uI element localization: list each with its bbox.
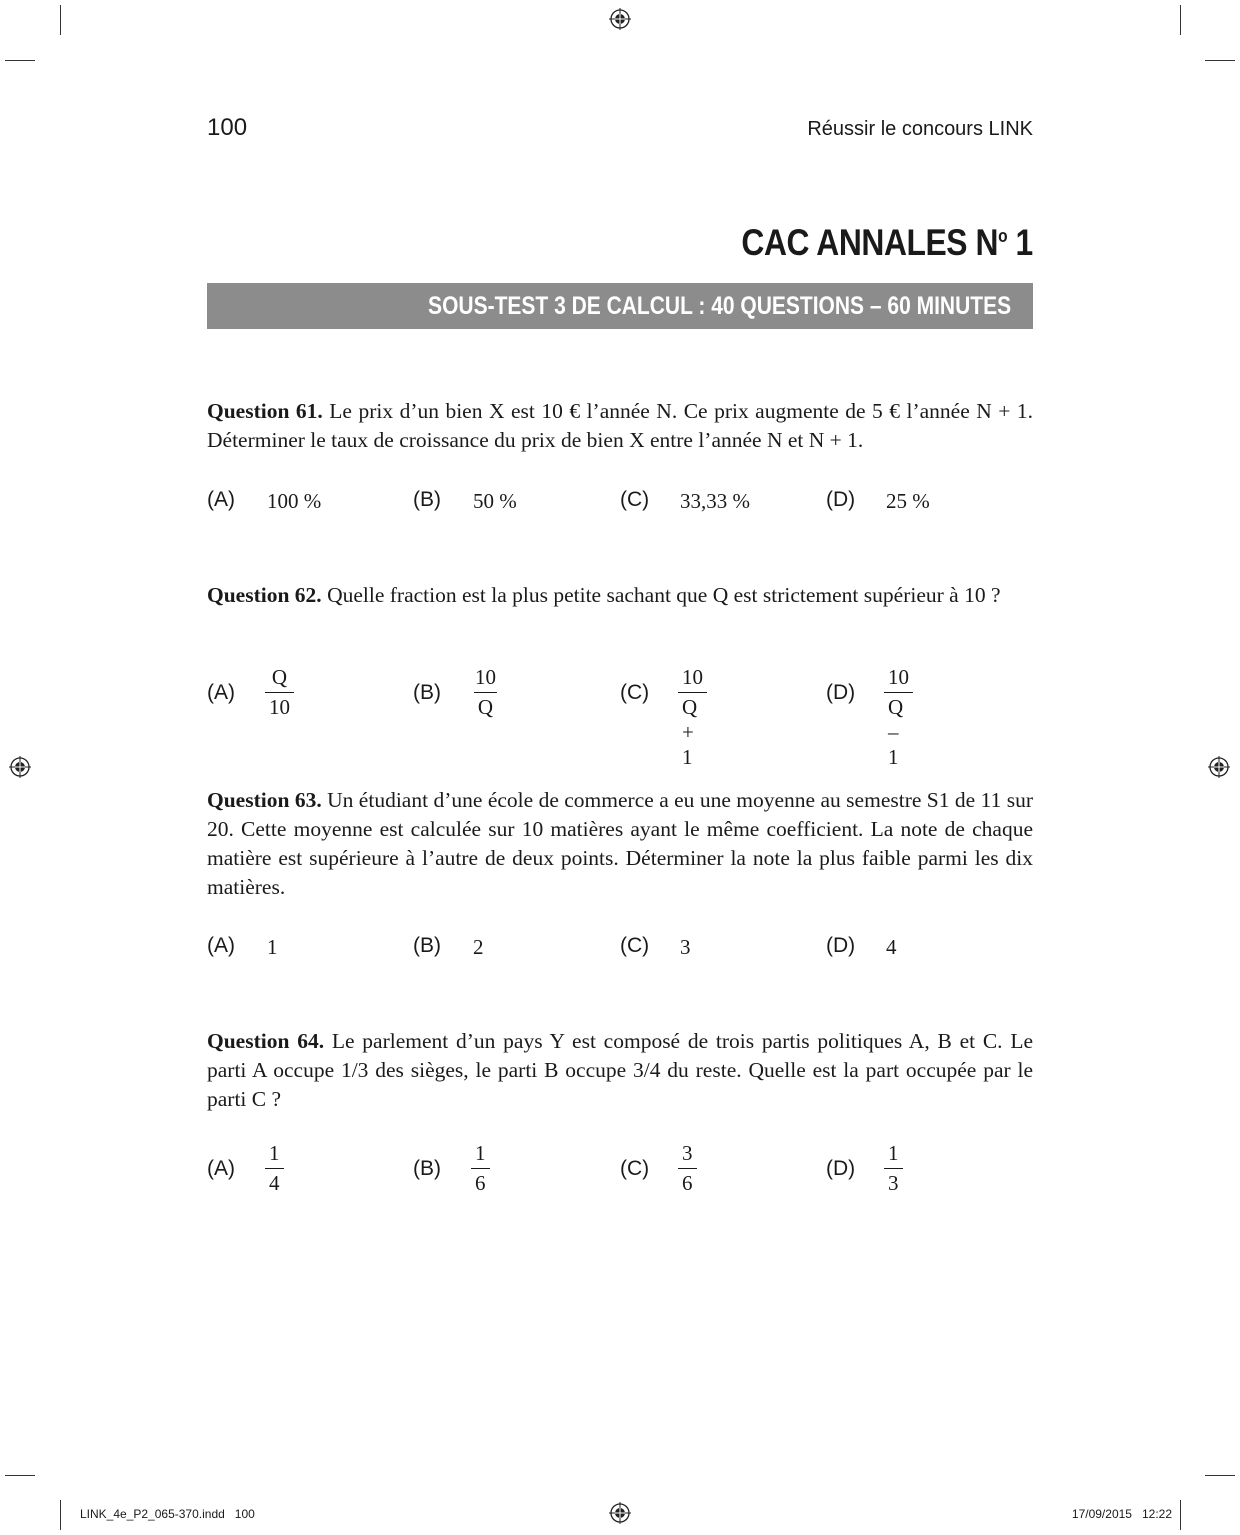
- fraction-numerator: 1: [475, 1141, 486, 1165]
- fraction: [471, 665, 500, 720]
- fraction-denominator: 6: [471, 1168, 490, 1196]
- answer-row-64: [207, 1141, 1033, 1201]
- running-head: Réussir le concours LINK: [807, 118, 1033, 140]
- answer-letter: (B): [413, 1157, 441, 1180]
- answer-letter: (C): [620, 1157, 650, 1180]
- fraction-denominator: 3: [884, 1168, 903, 1196]
- answer-value: 50 %: [473, 489, 517, 513]
- fraction: [884, 665, 913, 770]
- question-label: Question 62.: [207, 583, 322, 607]
- question-63: [207, 786, 1033, 902]
- question-text: Le parlement d’un pays Y est composé de trois partis politiques A, B et C. Le parti A occupe 1/3 des sièges, le parti B occupe 3/4 du reste. Quelle est la part occupée par le parti C ?: [207, 1029, 1033, 1111]
- answer-value: 4: [886, 935, 897, 959]
- fraction: [265, 1141, 284, 1196]
- question-text: Quelle fraction est la plus petite sachant que Q est strictement supérieur à 10 ?: [321, 583, 1001, 607]
- fraction-denominator: Q – 1: [884, 692, 913, 770]
- registration-mark-icon: [1208, 756, 1230, 778]
- fraction: [884, 1141, 903, 1196]
- fraction: [678, 1141, 697, 1196]
- answer-letter: (A): [207, 681, 235, 704]
- fraction-numerator: 10: [888, 665, 909, 689]
- crop-mark: [5, 60, 35, 61]
- answer-value: 25 %: [886, 489, 930, 513]
- fraction: [265, 665, 294, 720]
- fraction-numerator: 10: [475, 665, 496, 689]
- page-number: 100: [207, 114, 248, 141]
- answer-value: 1: [267, 935, 278, 959]
- question-label: Question 61.: [207, 399, 323, 423]
- chapter-title: [742, 222, 1033, 264]
- chapter-title-main: CAC ANNALES N: [741, 222, 999, 263]
- crop-mark: [1205, 1475, 1235, 1476]
- date-slug: 17/09/2015 12:22: [1071, 1507, 1172, 1521]
- fraction-numerator: 10: [682, 665, 703, 689]
- crop-mark: [1205, 60, 1235, 61]
- crop-mark: [60, 1500, 61, 1530]
- answer-letter: (D): [826, 1157, 856, 1180]
- crop-mark: [1180, 5, 1181, 35]
- question-61: [207, 397, 1033, 455]
- fraction-denominator: 10: [265, 692, 294, 720]
- section-banner-text: SOUS-TEST 3 DE CALCUL : 40 QUESTIONS – 60 MINUTES: [427, 292, 1011, 320]
- question-label: Question 63.: [207, 788, 322, 812]
- fraction-numerator: 3: [682, 1141, 693, 1165]
- crop-mark: [5, 1475, 35, 1476]
- answer-value: 100 %: [267, 489, 322, 513]
- section-banner: [207, 283, 1033, 329]
- answer-letter: (D): [826, 488, 856, 511]
- question-text: Le prix d’un bien X est 10 € l’année N. Ce prix augmente de 5 € l’année N + 1. Déterminer le taux de croissance du prix de bien X entre l’année N et N + 1.: [207, 399, 1033, 452]
- fraction-numerator: 1: [269, 1141, 280, 1165]
- answer-row-63: [207, 918, 1033, 978]
- answer-letter: (B): [413, 488, 441, 511]
- question-62: [207, 581, 1033, 610]
- fraction: [471, 1141, 490, 1196]
- answer-letter: (B): [413, 934, 441, 957]
- registration-mark-icon: [609, 1502, 631, 1524]
- registration-mark-icon: [609, 8, 631, 30]
- answer-letter: (A): [207, 1157, 235, 1180]
- fraction-denominator: Q + 1: [678, 692, 707, 770]
- fraction-denominator: 6: [678, 1168, 697, 1196]
- answer-letter: (D): [826, 934, 856, 957]
- crop-mark: [60, 5, 61, 35]
- answer-letter: (C): [620, 934, 650, 957]
- answer-row-61: [207, 472, 1033, 532]
- question-label: Question 64.: [207, 1029, 325, 1053]
- answer-value: 3: [680, 935, 691, 959]
- answer-row-62: [207, 665, 1033, 769]
- question-64: [207, 1027, 1033, 1114]
- answer-letter: (B): [413, 681, 441, 704]
- answer-letter: (A): [207, 934, 235, 957]
- question-text: Un étudiant d’une école de commerce a eu une moyenne au semestre S1 de 11 sur 20. Cette moyenne est calculée sur 10 matières ayant le même coefficient. La note de chaque matière est supérieure à l’autre de deux points. Déterminer la note la plus faible parmi les dix matières.: [207, 788, 1033, 899]
- fraction-numerator: Q: [271, 665, 288, 689]
- answer-letter: (A): [207, 488, 235, 511]
- answer-letter: (C): [620, 488, 650, 511]
- fraction: [678, 665, 707, 770]
- fraction-denominator: 4: [265, 1168, 284, 1196]
- chapter-title-sup: o: [998, 226, 1008, 246]
- fraction-denominator: Q: [474, 692, 497, 720]
- answer-value: 33,33 %: [680, 489, 750, 513]
- file-slug: LINK_4e_P2_065-370.indd 100: [80, 1507, 255, 1521]
- answer-letter: (C): [620, 681, 650, 704]
- chapter-title-suffix: 1: [1007, 222, 1033, 263]
- fraction-numerator: 1: [888, 1141, 899, 1165]
- registration-mark-icon: [9, 756, 31, 778]
- answer-value: 2: [473, 935, 484, 959]
- crop-mark: [1180, 1500, 1181, 1530]
- answer-letter: (D): [826, 681, 856, 704]
